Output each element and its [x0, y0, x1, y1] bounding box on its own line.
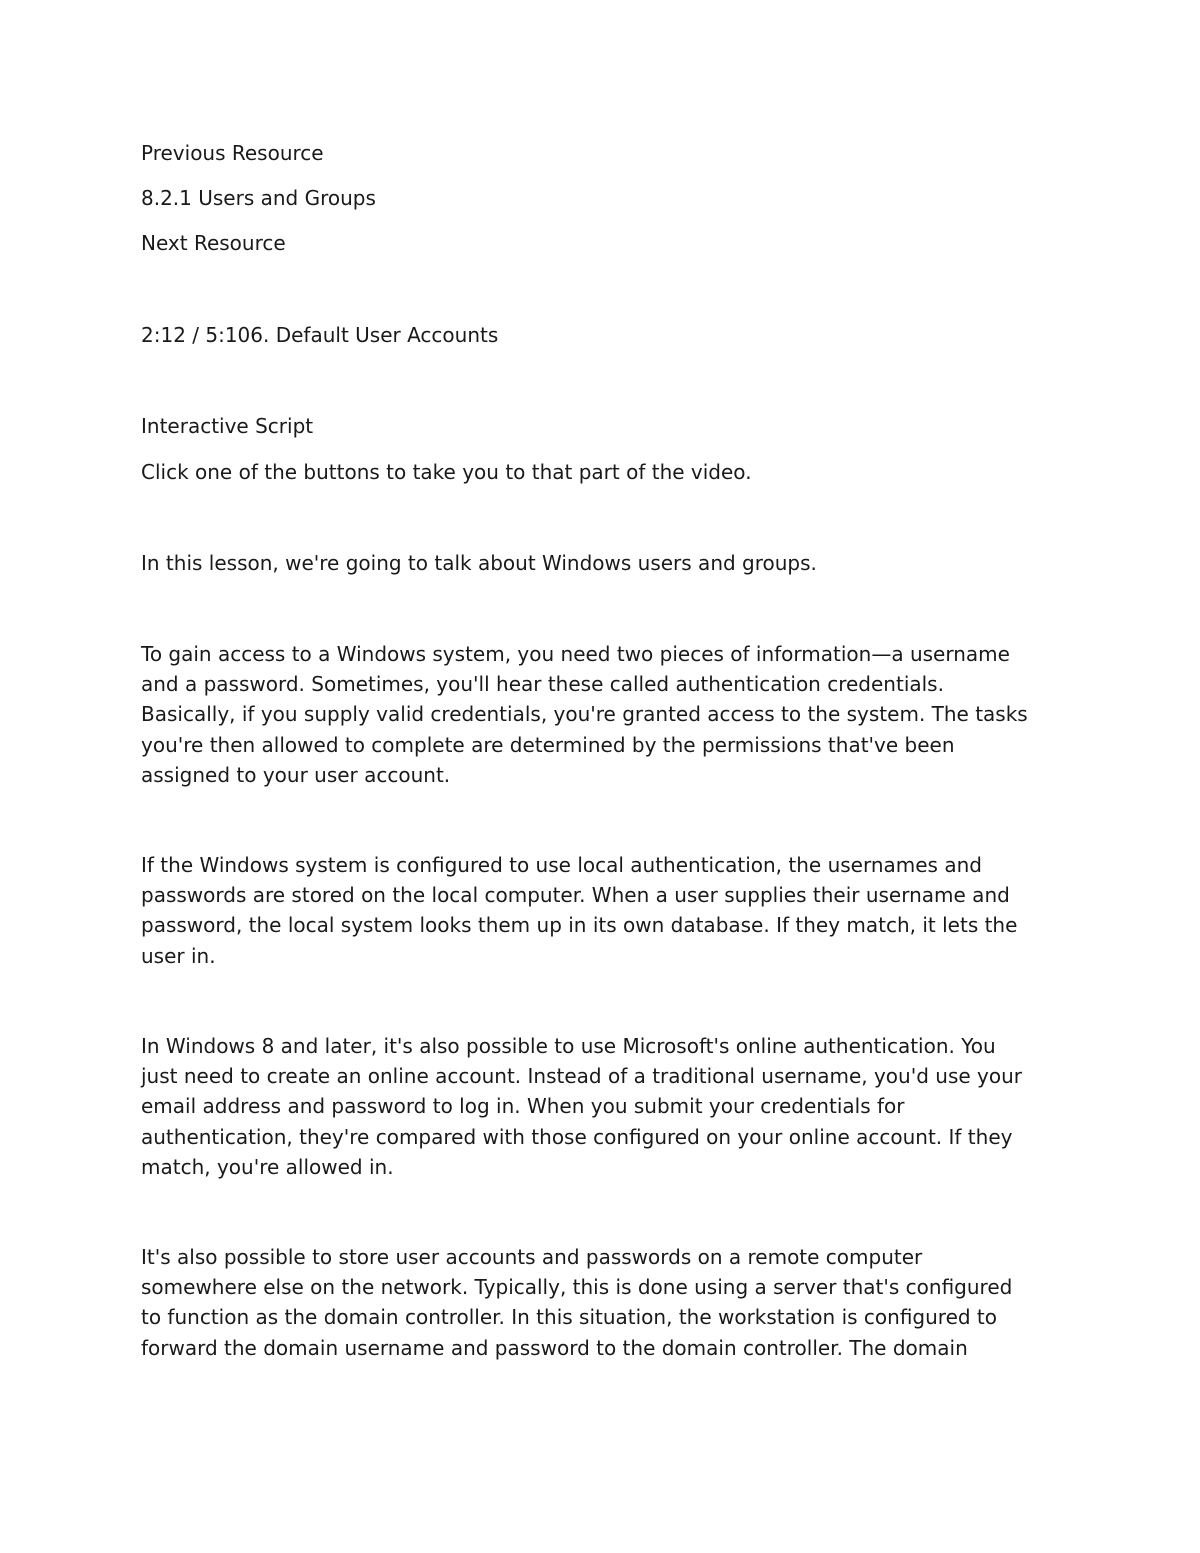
paragraph-line: authentication, they're compared with those configured on your online account. If they	[141, 1124, 1013, 1149]
paragraph-line: If the Windows system is configured to use local authentication, the usernames and	[141, 853, 982, 877]
paragraph-line: assigned to your user account.	[141, 762, 451, 787]
paragraph-line: match, you're allowed in.	[141, 1154, 394, 1179]
next-resource-link[interactable]: Next Resource	[141, 231, 286, 255]
video-progress-title: 2:12 / 5:106. Default User Accounts	[141, 323, 499, 347]
paragraph-line: and a password. Sometimes, you'll hear these called authentication credentials.	[141, 672, 944, 697]
paragraph-credentials	[141, 639, 1071, 790]
paragraph-line: you're then allowed to complete are determined by the permissions that've been	[141, 732, 955, 757]
paragraph-line: In Windows 8 and later, it's also possible to use Microsoft's online authentication. You	[141, 1034, 996, 1058]
paragraph-line: passwords are stored on the local computer. When a user supplies their username and	[141, 883, 1010, 908]
paragraph-line: to function as the domain controller. In this situation, the workstation is configured to	[141, 1305, 998, 1330]
paragraph-line: To gain access to a Windows system, you need two pieces of information—a username	[141, 642, 1010, 666]
paragraph-line: password, the local system looks them up in its own database. If they match, it lets the	[141, 913, 1018, 938]
paragraph-line: Basically, if you supply valid credentials, you're granted access to the system. The tasks	[141, 702, 1028, 727]
paragraph-intro	[141, 548, 1071, 578]
paragraph-line: It's also possible to store user accounts and passwords on a remote computer	[141, 1245, 923, 1269]
paragraph-line: somewhere else on the network. Typically, this is done using a server that's configured	[141, 1275, 1013, 1300]
interactive-script-instruction: Click one of the buttons to take you to that part of the video.	[141, 460, 752, 484]
paragraph-line: just need to create an online account. Instead of a traditional username, you'd use your	[141, 1064, 1022, 1089]
paragraph-line: email address and password to log in. When you submit your credentials for	[141, 1094, 905, 1119]
current-resource-title: 8.2.1 Users and Groups	[141, 186, 376, 210]
paragraph-line: forward the domain username and password to the domain controller. The domain	[141, 1335, 968, 1360]
paragraph-online-auth	[141, 1031, 1071, 1182]
previous-resource-link[interactable]: Previous Resource	[141, 141, 324, 165]
paragraph-line: In this lesson, we're going to talk about Windows users and groups.	[141, 551, 817, 575]
interactive-script-heading: Interactive Script	[141, 414, 314, 438]
paragraph-line: user in.	[141, 943, 216, 968]
paragraph-local-auth	[141, 850, 1071, 971]
paragraph-domain-auth	[141, 1242, 1071, 1363]
